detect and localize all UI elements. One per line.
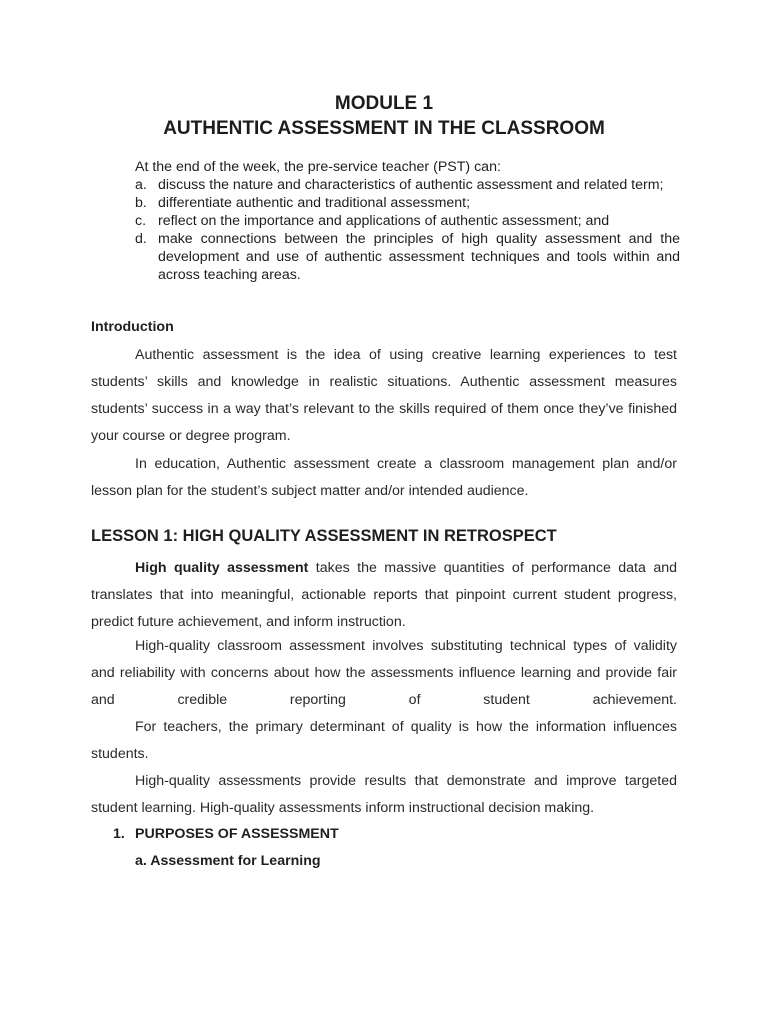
objective-item [135, 230, 680, 284]
introduction-paragraph: Authentic assessment is the idea of using creative learning experiences to test students’ skills and knowledge in realistic situations. Authentic assessment measures students’ success in a way that’s relevant to the skills required of them once they’ve finished your course or degree program. [91, 347, 677, 444]
module-number-title: MODULE 1 [334, 93, 434, 114]
objective-marker: a. [135, 177, 147, 193]
objective-text: make connections between the principles of high quality assessment and the development and use of authentic assessment techniques and tools within and across teaching areas. [158, 231, 680, 283]
learning-objectives [135, 158, 680, 284]
objective-text: differentiate authentic and traditional assessment; [158, 195, 471, 211]
lesson-paragraph [91, 555, 677, 636]
objective-marker: d. [135, 231, 147, 247]
objective-marker: b. [135, 195, 147, 211]
section-heading [113, 826, 339, 842]
objective-item [135, 212, 680, 230]
objective-marker: c. [135, 213, 147, 229]
section-number: 1. [113, 826, 125, 842]
lesson-paragraph: High-quality classroom assessment involves substituting technical types of validity and reliability with concerns about how the assessments influence learning and provide fair and credible reporting of student achievement. [91, 638, 677, 708]
lesson-heading: LESSON 1: HIGH QUALITY ASSESSMENT IN RETROSPECT [91, 527, 557, 545]
objectives-intro: At the end of the week, the pre-service teacher (PST) can: [135, 159, 501, 175]
objective-item [135, 194, 680, 212]
introduction-paragraph: In education, Authentic assessment create a classroom management plan and/or lesson plan for the student’s subject matter and/or intended audience. [91, 456, 677, 499]
lesson-paragraph: For teachers, the primary determinant of quality is how the information influences students. [91, 719, 677, 762]
subsection-heading: a. Assessment for Learning [135, 853, 321, 869]
module-title: AUTHENTIC ASSESSMENT IN THE CLASSROOM [163, 118, 605, 139]
objectives-list [135, 176, 680, 284]
objective-item [135, 176, 680, 194]
objective-text: reflect on the importance and applications of authentic assessment; and [158, 213, 610, 229]
paragraph-text: takes the massive quantities of performance data and translates that into meaningful, actionable reports that pinpoint current student progress, predict future achievement, and inform instruction. [91, 560, 677, 630]
bold-term: High quality assessment [135, 560, 309, 576]
introduction-heading: Introduction [91, 319, 174, 335]
objective-text: discuss the nature and characteristics of authentic assessment and related term; [158, 177, 664, 193]
lesson-paragraph: High-quality assessments provide results that demonstrate and improve targeted student learning. High-quality assessments inform instructional decision making. [91, 773, 677, 816]
section-title: PURPOSES OF ASSESSMENT [135, 826, 339, 842]
